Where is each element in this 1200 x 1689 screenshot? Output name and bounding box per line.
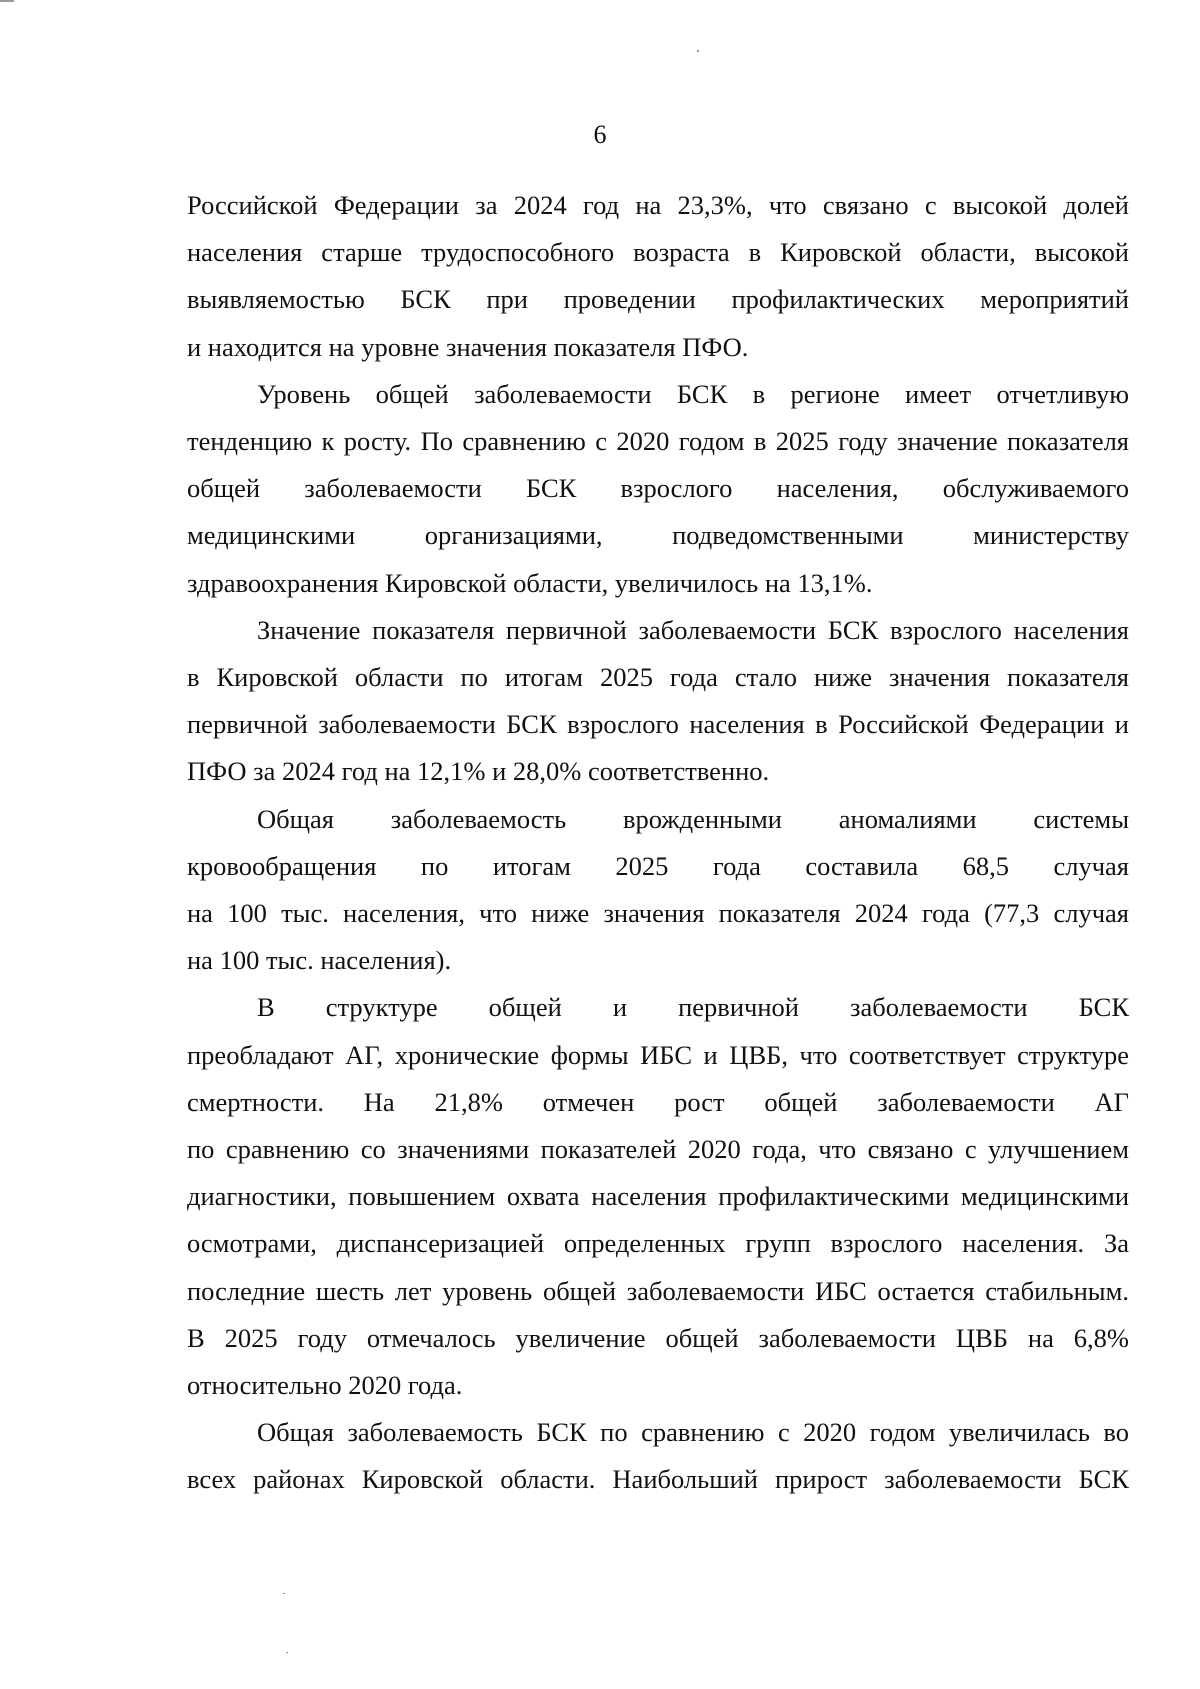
paragraph (187, 796, 1129, 985)
text-line: по сравнению со значениями показателей 2020 года, что связано с улучшением (187, 1134, 1129, 1165)
text-line: всех районах Кировской области. Наибольший прирост заболеваемости БСК (187, 1464, 1129, 1495)
text-line: в Кировской области по итогам 2025 года стало ниже значения показателя (187, 662, 1129, 693)
text-line: общей заболеваемости БСК взрослого населения, обслуживаемого (187, 473, 1129, 504)
text-line: тенденцию к росту. По сравнению с 2020 годом в 2025 году значение показателя (187, 426, 1129, 457)
text-line: Значение показателя первичной заболеваемости БСК взрослого населения (257, 614, 1129, 645)
text-line: В структуре общей и первичной заболеваемости БСК (257, 992, 1129, 1023)
text-line: выявляемостью БСК при проведении профилактических мероприятий (187, 284, 1129, 315)
text-line: последние шесть лет уровень общей заболеваемости ИБС остается стабильным. (187, 1275, 1129, 1306)
scan-corner-mark (0, 0, 14, 2)
text-line: первичной заболеваемости БСК взрослого населения в Российской Федерации и (187, 709, 1129, 740)
text-line: Уровень общей заболеваемости БСК в регионе имеет отчетливую (257, 378, 1129, 409)
text-line: относительно 2020 года. (187, 1370, 463, 1401)
paragraph (187, 607, 1129, 796)
text-line: здравоохранения Кировской области, увеличилось на 13,1%. (187, 567, 873, 598)
paragraph (187, 984, 1129, 1409)
page-number: 6 (593, 120, 607, 149)
text-line: В 2025 году отмечалось увеличение общей заболеваемости ЦВБ на 6,8% (187, 1322, 1129, 1353)
paragraph (187, 371, 1129, 607)
text-line: кровообращения по итогам 2025 года составила 68,5 случая (187, 850, 1129, 881)
text-line: ПФО за 2024 год на 12,1% и 28,0% соответственно. (187, 756, 770, 787)
text-line: на 100 тыс. населения, что ниже значения показателя 2024 года (77,3 случая (187, 898, 1129, 929)
text-line: медицинскими организациями, подведомственными министерству (187, 520, 1129, 551)
paragraph (187, 182, 1129, 371)
document-body (187, 182, 1129, 1504)
text-line: диагностики, повышением охвата населения профилактическими медицинскими (187, 1181, 1129, 1212)
text-line: Российской Федерации за 2024 год на 23,3%, что связано с высокой долей (187, 190, 1129, 220)
text-line: преобладают АГ, хронические формы ИБС и ЦВБ, что соответствует структуре (187, 1039, 1129, 1070)
text-line: на 100 тыс. населения). (187, 945, 452, 976)
text-line: осмотрами, диспансеризацией определенных групп взрослого населения. За (187, 1228, 1129, 1259)
scan-speck (283, 1593, 285, 1594)
scan-speck (286, 1652, 288, 1653)
text-line: Общая заболеваемость врожденными аномалиями системы (257, 803, 1129, 834)
text-line: Общая заболеваемость БСК по сравнению с 2020 годом увеличилась во (257, 1417, 1129, 1448)
scan-speck (697, 50, 699, 52)
text-line: смертности. На 21,8% отмечен рост общей заболеваемости АГ (187, 1086, 1129, 1117)
text-line: и находится на уровне значения показателя ПФО. (187, 331, 749, 362)
text-line: населения старше трудоспособного возраста в Кировской области, высокой (187, 237, 1129, 268)
paragraph (187, 1409, 1129, 1503)
